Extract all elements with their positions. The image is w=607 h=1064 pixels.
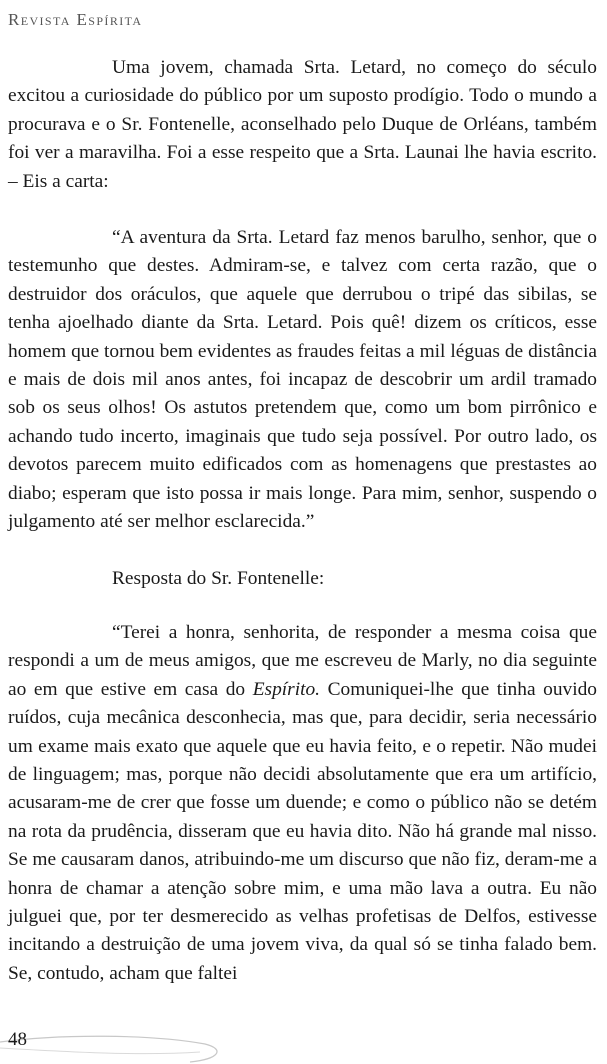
running-head: Revista Espírita [8, 10, 143, 29]
reply-italic-word: Espírito. [252, 678, 321, 700]
reply-text-start: “Terei a honra, senhorita, de responder a mesma coisa que respondi a um de meus amigos, que me escreveu de Marly, no dia seguinte ao em que estive em casa do [8, 621, 597, 700]
page-corner-swoosh [0, 1022, 240, 1064]
paragraph-response-heading: Resposta do Sr. Fontenelle: [112, 567, 325, 589]
reply-text-end: Comuniquei-lhe que tinha ouvido ruídos, cuja mecânica desconhecia, mas que, para decidir, seria necessário um exame mais exato que aquele que eu havia feito, e o repetir. Não mudei de linguagem; mas, porque não decidi absolutamente que era um artifício, acusaram-me de crer que fosse um duende; e como o público não se detém na rota da prudência, disseram que eu havia dito. Não há grande mal nisso. Se me causaram danos, atribuindo-me um discurso que não fiz, deram-me a honra de chamar a atenção sobre mim, e uma mão lava a outra. Eu não julguei que, por ter desmerecido as velhas profetisas de Delfos, estivesse incitando a destruição de uma jovem viva, da qual só se tinha falado bem. Se, contudo, acham que faltei [8, 678, 597, 984]
paragraph-reply [8, 619, 597, 988]
paragraph-letter: “A aventura da Srta. Letard faz menos barulho, senhor, que o testemunho que destes. Admiram-se, e talvez com certa razão, que o destruidor dos oráculos, que aquele que derrubou o tripé das sibilas, se tenha ajoelhado diante da Srta. Letard. Pois quê! dizem os críticos, esse homem que tornou bem evidentes as fraudes feitas a mil léguas de distância e mais de dois mil anos antes, foi incapaz de descobrir um ardil tramado sob os seus olhos! Os astutos pretendem que, como um bom pirrônico e achando tudo incerto, imaginais que tudo seja possível. Por outro lado, os devotos parecem muito edificados com as homenagens que prestastes ao diabo; esperam que isto possa ir mais longe. Para mim, senhor, suspendo o julgamento até ser melhor esclarecida.” [8, 227, 597, 533]
paragraph-intro: Uma jovem, chamada Srta. Letard, no começo do século excitou a curiosidade do público por um suposto prodígio. Todo o mundo a procurava e o Sr. Fontenelle, aconselhado pelo Duque de Orléans, também foi ver a maravilha. Foi a esse respeito que a Srta. Launai lhe havia escrito. – Eis a carta: [8, 57, 597, 192]
page-number: 48 [8, 1029, 27, 1050]
page-body [8, 54, 597, 988]
